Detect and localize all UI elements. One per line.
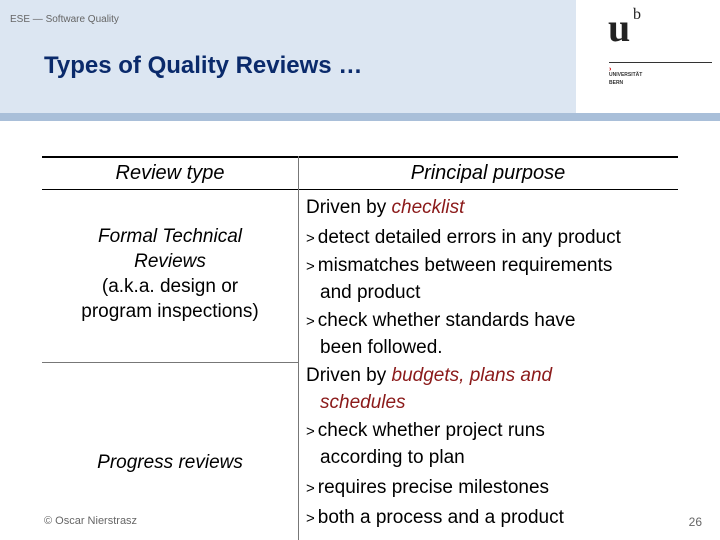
purpose-emphasis: checklist <box>391 197 465 218</box>
purpose-bullet: > check whether standards have <box>306 310 576 331</box>
table-header-rule <box>42 189 678 190</box>
logo-area <box>576 0 720 113</box>
purpose-bullet-continuation: been followed. <box>320 337 443 358</box>
bullet-arrow-icon: > <box>306 230 315 247</box>
purpose-bullet: > both a process and a product <box>306 507 564 528</box>
page-number: 26 <box>688 515 702 529</box>
purpose-lead-line: Driven by checklist <box>306 197 465 218</box>
logo-chevron-icon: › <box>609 66 612 73</box>
bullet-arrow-icon: > <box>306 258 315 275</box>
purpose-bullet: > check whether project runs <box>306 420 545 441</box>
row-separator <box>42 362 298 363</box>
purpose-bullet: > requires precise milestones <box>306 477 550 498</box>
bullet-arrow-icon: > <box>306 480 315 497</box>
bullet-arrow-icon: > <box>306 510 315 527</box>
purpose-lead-line: Driven by budgets, plans and <box>306 365 553 386</box>
column-header-principal-purpose: Principal purpose <box>410 162 566 184</box>
purpose-bullet-continuation: and product <box>320 282 421 303</box>
review-type-note-line: program inspections) <box>81 301 259 322</box>
table-top-rule <box>42 156 678 158</box>
header-stripe <box>0 113 720 121</box>
review-type-formal <box>46 224 294 324</box>
bullet-arrow-icon: > <box>306 423 315 440</box>
purpose-bullet-continuation: according to plan <box>320 447 465 468</box>
review-type-name-line: Reviews <box>134 251 206 272</box>
logo-bern-text: BERN <box>609 80 624 86</box>
purpose-emphasis: budgets, plans and <box>391 365 553 386</box>
purpose-emphasis-continuation: schedules <box>320 392 406 413</box>
course-label: ESE — Software Quality <box>10 14 119 25</box>
university-logo-b: b <box>633 6 641 23</box>
logo-rule <box>609 62 712 63</box>
purpose-bullet: > detect detailed errors in any product <box>306 227 621 248</box>
purpose-bullet: > mismatches between requirements <box>306 255 613 276</box>
purpose-column <box>306 193 686 533</box>
review-type-note-line: (a.k.a. design or <box>101 276 239 297</box>
column-header-review-type: Review type <box>115 162 225 184</box>
slide-title: Types of Quality Reviews … <box>44 52 363 79</box>
review-type-name-line: Formal Technical <box>98 226 242 247</box>
footer-copyright: © Oscar Nierstrasz <box>44 515 138 527</box>
review-type-progress: Progress reviews <box>97 452 243 473</box>
bullet-arrow-icon: > <box>306 313 315 330</box>
column-divider <box>298 156 299 540</box>
university-logo-u: u <box>608 5 631 50</box>
logo-university-text: UNIVERSITÄT <box>609 72 643 78</box>
